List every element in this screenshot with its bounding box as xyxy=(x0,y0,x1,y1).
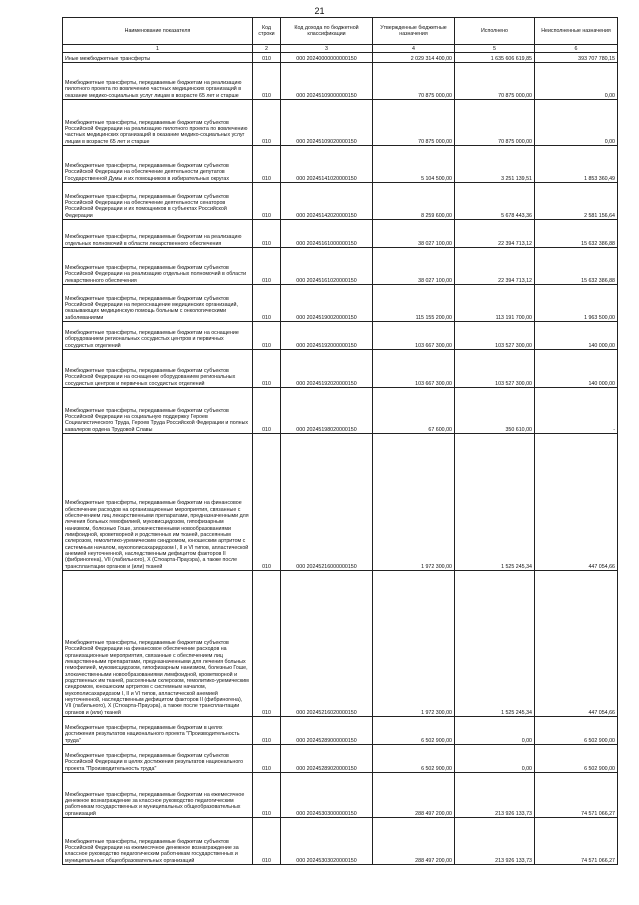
executed-amount: 213 926 133,73 xyxy=(455,773,535,818)
approved-amount: 38 027 100,00 xyxy=(373,248,455,285)
executed-amount: 1 525 245,34 xyxy=(455,434,535,571)
indicator-name: Межбюджетные трансферты, передаваемые бюджетам субъектов Российской Федерации на обеспечение деятельности сенаторов Российской Федерации и их помощников в субъектах Российской Федерации xyxy=(63,183,253,220)
table-row xyxy=(63,183,618,220)
table-row xyxy=(63,818,618,865)
executed-amount: 0,00 xyxy=(455,745,535,773)
unexecuted-amount: 1 963 500,00 xyxy=(535,285,618,322)
header-line-code: Код строки xyxy=(253,18,281,45)
column-number: 6 xyxy=(535,45,618,53)
income-code: 000 20245216020000150 xyxy=(281,571,373,717)
income-code: 000 20245192000000150 xyxy=(281,322,373,350)
indicator-name: Межбюджетные трансферты, передаваемые бюджетам на финансовое обеспечение расходов на организационные мероприятия, связанные с обеспечением лиц лекарственными препаратами, предназначенными для лечения больных гемофилией, муковисцидозом, гипофизарным нанизмом, болезнью Гоше, злокачественными новообразованиями лимфоидной, кроветворной и родственных им тканей, рассеянным склерозом, гемолитико-уремическим синдромом, юношеским артритом с системным началом, мукополисахаридозом I, II и VI типов, апластической анемией неуточненной, наследственным дефицитом факторов II (фибриногена), VII (лабильного), X (Стюарта-Прауэра), а также после трансплантации органов и (или) тканей xyxy=(63,434,253,571)
executed-amount: 70 875 000,00 xyxy=(455,63,535,100)
column-number: 3 xyxy=(281,45,373,53)
executed-amount: 113 191 700,00 xyxy=(455,285,535,322)
approved-amount: 288 497 200,00 xyxy=(373,773,455,818)
line-code: 010 xyxy=(253,248,281,285)
approved-amount: 103 667 300,00 xyxy=(373,322,455,350)
line-code: 010 xyxy=(253,388,281,434)
line-code: 010 xyxy=(253,220,281,248)
approved-amount: 2 029 314 400,00 xyxy=(373,53,455,63)
header-income-code: Код дохода по бюджетной классификации xyxy=(281,18,373,45)
unexecuted-amount: 74 571 066,27 xyxy=(535,773,618,818)
line-code: 010 xyxy=(253,183,281,220)
income-code: 000 20245161000000150 xyxy=(281,220,373,248)
line-code: 010 xyxy=(253,434,281,571)
income-code: 000 20245303000000150 xyxy=(281,773,373,818)
approved-amount: 38 027 100,00 xyxy=(373,220,455,248)
executed-amount: 213 926 133,73 xyxy=(455,818,535,865)
report-table xyxy=(62,17,618,865)
table-row xyxy=(63,63,618,100)
executed-amount: 22 394 713,12 xyxy=(455,220,535,248)
executed-amount: 5 678 443,36 xyxy=(455,183,535,220)
approved-amount: 8 259 600,00 xyxy=(373,183,455,220)
indicator-name: Межбюджетные трансферты, передаваемые бюджетам на оснащение оборудованием региональных сосудистых центров и первичных сосудистых отделений xyxy=(63,322,253,350)
indicator-name: Межбюджетные трансферты, передаваемые бюджетам субъектов Российской Федерации на финансовое обеспечение расходов на организационные мероприятия, связанные с обеспечением лиц лекарственными препаратами, предназначенными для лечения больных гемофилией, муковисцидозом, гипофизарным нанизмом, болезнью Гоше, злокачественными новообразованиями лимфоидной, кроветворной и родственных им тканей, рассеянным склерозом, гемолитико-уремическим синдромом, юношеским артритом с системным началом, мукополисахаридозом I, II и VI типов, апластической анемией неуточненной, наследственным дефицитом факторов II (фибриногена), VII (лабильного), X (Стюарта-Прауэра), а также после трансплантации органов и (или) тканей xyxy=(63,571,253,717)
header-row xyxy=(63,18,618,45)
table-row xyxy=(63,322,618,350)
executed-amount: 103 527 300,00 xyxy=(455,322,535,350)
line-code: 010 xyxy=(253,285,281,322)
table-row xyxy=(63,350,618,388)
indicator-name: Межбюджетные трансферты, передаваемые бюджетам субъектов Российской Федерации на социальную поддержку Героев Социалистического Труда, Героев Труда Российской Федерации и полных кавалеров ордена Трудовой Славы xyxy=(63,388,253,434)
column-number: 4 xyxy=(373,45,455,53)
unexecuted-amount: - xyxy=(535,388,618,434)
approved-amount: 70 875 000,00 xyxy=(373,63,455,100)
unexecuted-amount: 15 632 386,88 xyxy=(535,248,618,285)
income-code: 000 20245216000000150 xyxy=(281,434,373,571)
income-code: 000 20245303020000150 xyxy=(281,818,373,865)
indicator-name: Межбюджетные трансферты, передаваемые бюджетам субъектов Российской Федерации на реализацию отдельных полномочий в области лекарственного обеспечения xyxy=(63,248,253,285)
line-code: 010 xyxy=(253,745,281,773)
indicator-name: Иные межбюджетные трансферты xyxy=(63,53,253,63)
executed-amount: 3 251 139,51 xyxy=(455,146,535,183)
unexecuted-amount: 6 502 900,00 xyxy=(535,745,618,773)
line-code: 010 xyxy=(253,63,281,100)
line-code: 010 xyxy=(253,146,281,183)
unexecuted-amount: 140 000,00 xyxy=(535,350,618,388)
line-code: 010 xyxy=(253,571,281,717)
indicator-name: Межбюджетные трансферты, передаваемые бюджетам субъектов Российской Федерации в целях достижения результатов национального проекта "Производительность труда" xyxy=(63,745,253,773)
table-row xyxy=(63,773,618,818)
table-row xyxy=(63,220,618,248)
income-code: 000 20245109020000150 xyxy=(281,100,373,146)
income-code: 000 20245289000000150 xyxy=(281,717,373,745)
line-code: 010 xyxy=(253,100,281,146)
approved-amount: 6 502 900,00 xyxy=(373,745,455,773)
executed-amount: 350 610,00 xyxy=(455,388,535,434)
executed-amount: 0,00 xyxy=(455,717,535,745)
executed-amount: 1 525 245,34 xyxy=(455,571,535,717)
income-code: 000 20245141020000150 xyxy=(281,146,373,183)
header-approved: Утвержденные бюджетные назначения xyxy=(373,18,455,45)
approved-amount: 70 875 000,00 xyxy=(373,100,455,146)
line-code: 010 xyxy=(253,773,281,818)
header-unexecuted: Неисполненные назначения xyxy=(535,18,618,45)
line-code: 010 xyxy=(253,350,281,388)
table-row xyxy=(63,388,618,434)
income-code: 000 20245142020000150 xyxy=(281,183,373,220)
column-number-row xyxy=(63,45,618,53)
line-code: 010 xyxy=(253,53,281,63)
unexecuted-amount: 393 707 780,15 xyxy=(535,53,618,63)
indicator-name: Межбюджетные трансферты, передаваемые бюджетам субъектов Российской Федерации на оснащение оборудованием региональных сосудистых центров и первичных сосудистых отделений xyxy=(63,350,253,388)
income-code: 000 20240000000000150 xyxy=(281,53,373,63)
column-number: 1 xyxy=(63,45,253,53)
table-row xyxy=(63,248,618,285)
income-code: 000 20245198020000150 xyxy=(281,388,373,434)
approved-amount: 67 600,00 xyxy=(373,388,455,434)
line-code: 010 xyxy=(253,818,281,865)
table-row xyxy=(63,571,618,717)
indicator-name: Межбюджетные трансферты, передаваемые бюджетам на реализацию отдельных полномочий в области лекарственного обеспечения xyxy=(63,220,253,248)
executed-amount: 1 635 606 619,85 xyxy=(455,53,535,63)
unexecuted-amount: 74 571 066,27 xyxy=(535,818,618,865)
page-number: 21 xyxy=(314,6,325,16)
unexecuted-amount: 1 853 360,49 xyxy=(535,146,618,183)
indicator-name: Межбюджетные трансферты, передаваемые бюджетам субъектов Российской Федерации на ежемесячное денежное вознаграждение за классное руководство педагогическим работникам государственных и муниципальных общеобразовательных организаций xyxy=(63,818,253,865)
table-row xyxy=(63,434,618,571)
income-code: 000 20245289020000150 xyxy=(281,745,373,773)
indicator-name: Межбюджетные трансферты, передаваемые бюджетам субъектов Российской Федерации на переоснащение медицинских организаций, оказывающих медицинскую помощь больным с онкологическими заболеваниями xyxy=(63,285,253,322)
approved-amount: 288 497 200,00 xyxy=(373,818,455,865)
unexecuted-amount: 447 054,66 xyxy=(535,571,618,717)
executed-amount: 22 394 713,12 xyxy=(455,248,535,285)
income-code: 000 20245190020000150 xyxy=(281,285,373,322)
table-row xyxy=(63,100,618,146)
unexecuted-amount: 140 000,00 xyxy=(535,322,618,350)
column-number: 5 xyxy=(455,45,535,53)
indicator-name: Межбюджетные трансферты, передаваемые бюджетам субъектов Российской Федерации на обеспечение деятельности депутатов Государственной Думы и их помощников в избирательных округах xyxy=(63,146,253,183)
indicator-name: Межбюджетные трансферты, передаваемые бюджетам субъектов Российской Федерации на реализацию пилотного проекта по вовлечению частных медицинских организаций в оказание медико-социальных услуг лицам в возрасте 65 лет и старше xyxy=(63,100,253,146)
table-row xyxy=(63,745,618,773)
approved-amount: 5 104 500,00 xyxy=(373,146,455,183)
column-number: 2 xyxy=(253,45,281,53)
approved-amount: 1 972 300,00 xyxy=(373,434,455,571)
line-code: 010 xyxy=(253,717,281,745)
unexecuted-amount: 2 581 156,64 xyxy=(535,183,618,220)
executed-amount: 103 527 300,00 xyxy=(455,350,535,388)
line-code: 010 xyxy=(253,322,281,350)
approved-amount: 115 155 200,00 xyxy=(373,285,455,322)
unexecuted-amount: 0,00 xyxy=(535,100,618,146)
table-row xyxy=(63,285,618,322)
header-executed: Исполнено xyxy=(455,18,535,45)
indicator-name: Межбюджетные трансферты, передаваемые бюджетам на ежемесячное денежное вознаграждение за классное руководство педагогическим работникам государственных и муниципальных общеобразовательных организаций xyxy=(63,773,253,818)
approved-amount: 103 667 300,00 xyxy=(373,350,455,388)
approved-amount: 1 972 300,00 xyxy=(373,571,455,717)
indicator-name: Межбюджетные трансферты, передаваемые бюджетам в целях достижения результатов национального проекта "Производительность труда" xyxy=(63,717,253,745)
executed-amount: 70 875 000,00 xyxy=(455,100,535,146)
unexecuted-amount: 447 054,66 xyxy=(535,434,618,571)
income-code: 000 20245192020000150 xyxy=(281,350,373,388)
table-row xyxy=(63,53,618,63)
unexecuted-amount: 6 502 900,00 xyxy=(535,717,618,745)
indicator-name: Межбюджетные трансферты, передаваемые бюджетам на реализацию пилотного проекта по вовлечению частных медицинских организаций в оказание медико-социальных услуг лицам в возрасте 65 лет и старше xyxy=(63,63,253,100)
income-code: 000 20245161020000150 xyxy=(281,248,373,285)
approved-amount: 6 502 900,00 xyxy=(373,717,455,745)
unexecuted-amount: 15 632 386,88 xyxy=(535,220,618,248)
unexecuted-amount: 0,00 xyxy=(535,63,618,100)
header-name: Наименование показателя xyxy=(63,18,253,45)
income-code: 000 20245109000000150 xyxy=(281,63,373,100)
table-row xyxy=(63,146,618,183)
table-row xyxy=(63,717,618,745)
